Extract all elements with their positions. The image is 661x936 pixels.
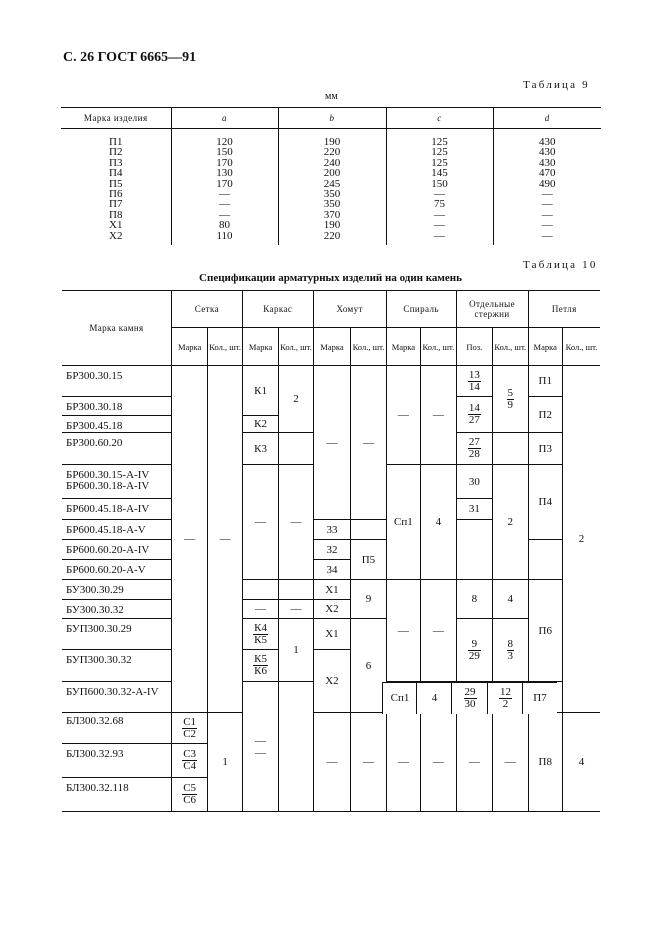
table-cell: 125 <box>386 129 493 148</box>
col-header: a <box>171 108 278 129</box>
rods-pos: 33 <box>313 520 350 540</box>
loop-mark: П1 <box>528 366 562 397</box>
table-cell: 350 <box>278 189 386 199</box>
fraction: $\frac{5}{9}$ <box>507 386 514 411</box>
karkas-qty-empty <box>279 682 313 812</box>
karkas-qty: 2 <box>279 366 313 433</box>
karkas-mark-dash: — <box>242 465 278 580</box>
karkas-qty-dash: — <box>279 465 313 580</box>
table-cell: 430 <box>493 129 601 148</box>
setka-qty-dash: — <box>208 366 242 713</box>
table-cell: — <box>171 199 278 209</box>
table-cell: 350 <box>278 199 386 209</box>
fraction: $\frac{12}{2}$ <box>500 685 511 710</box>
col-qty: Кол., шт. <box>279 328 313 366</box>
table10-caption: Таблица 10 <box>523 259 598 271</box>
table-cell: П5 <box>109 177 123 190</box>
dash: — <box>255 734 267 747</box>
table-cell: 490 <box>493 179 601 189</box>
col-qty: Кол., шт. <box>562 328 600 366</box>
table-cell: X1 <box>109 219 123 232</box>
spiral-mark-dash: — <box>386 580 420 682</box>
loop-mark: П5 <box>351 540 386 580</box>
table-row <box>61 129 601 148</box>
table-cell: — <box>493 231 601 245</box>
spiral-mark: Сп1 <box>382 682 417 714</box>
table10 <box>62 290 600 812</box>
loop-mark: П4 <box>528 465 562 540</box>
khomut-mark: X2 <box>313 600 350 619</box>
stone-name: БУП300.30.32 <box>62 650 171 682</box>
table-cell: 245 <box>278 179 386 189</box>
fraction: $\frac{9}{29}$ <box>468 637 480 662</box>
page-header: С. 26 ГОСТ 6665—91 <box>63 50 197 65</box>
rods-pos <box>456 366 492 397</box>
khomut-qty: 9 <box>351 580 386 619</box>
table-cell: — <box>171 210 278 220</box>
rods-qty-dash: — <box>493 713 528 812</box>
rods-qty: 4 <box>493 580 528 619</box>
karkas-mark-empty <box>242 580 278 600</box>
rods-pos: 32 <box>313 540 350 560</box>
karkas-qty-empty <box>279 580 313 600</box>
table9-units: мм <box>325 91 338 102</box>
khomut-qty-dash: — <box>351 366 386 520</box>
rods-pos: 34 <box>313 560 350 580</box>
rods-pos: 30 <box>456 465 492 499</box>
setka-qty: 1 <box>208 713 242 812</box>
table10-title: Спецификации арматурных изделий на один камень <box>199 272 462 284</box>
khomut-mark-dash: — <box>313 713 350 812</box>
stone-name: БУП600.30.32-А-IV <box>62 682 171 713</box>
table-cell: П3 <box>109 156 123 169</box>
table-cell: 150 <box>386 179 493 189</box>
col-group-setka: Сетка <box>171 291 242 328</box>
setka-mark <box>171 744 207 778</box>
khomut-qty-dash: — <box>351 713 386 812</box>
fraction: $\frac{27}{28}$ <box>468 436 480 460</box>
khomut-mark: X2 <box>313 650 350 713</box>
table-cell: 430 <box>493 147 601 157</box>
fraction: $\frac{К4}{К5}$ <box>254 621 267 646</box>
table-cell: 125 <box>386 158 493 168</box>
table-cell: 150 <box>171 147 278 157</box>
rods-qty <box>493 619 528 682</box>
table-cell: — <box>493 220 601 230</box>
stone-name: БУ300.30.32 <box>62 600 171 619</box>
stone-name: БУП300.30.29 <box>62 619 171 650</box>
table-cell: 430 <box>493 158 601 168</box>
stone-name: БР300.30.18 <box>62 397 171 416</box>
setka-mark-dash: — <box>171 366 207 713</box>
loop-qty: 2 <box>562 366 600 713</box>
col-mark: Марка <box>528 328 562 366</box>
fraction: $\frac{14}{27}$ <box>468 402 480 426</box>
rods-qty <box>487 682 523 714</box>
spiral-qty-dash: — <box>421 580 456 682</box>
stone-name: БР600.60.20-А-V <box>62 560 171 580</box>
karkas-mark <box>242 650 278 682</box>
col-qty: Кол., шт. <box>208 328 242 366</box>
spiral-mark: Сп1 <box>386 465 420 580</box>
table-cell: 190 <box>278 220 386 230</box>
table-cell: 120 <box>171 129 278 148</box>
stone-name: БР300.60.20 <box>62 433 171 465</box>
stone-name: БР300.45.18 <box>62 416 171 433</box>
col-mark: Марка <box>171 328 207 366</box>
setka-mark <box>171 778 207 812</box>
table-cell: 470 <box>493 168 601 178</box>
setka-mark <box>171 713 207 744</box>
table-cell: 190 <box>278 129 386 148</box>
stone-name: БР600.45.18-А-V <box>62 520 171 540</box>
table-cell: 170 <box>171 179 278 189</box>
table-cell: П7 <box>109 198 123 211</box>
rods-qty: 2 <box>493 465 528 580</box>
col-mark: Марка <box>242 328 278 366</box>
table-cell: 200 <box>278 168 386 178</box>
col-group-spiral: Спираль <box>386 291 456 328</box>
fraction: $\frac{29}{30}$ <box>464 685 476 710</box>
stone-name: БУ300.30.29 <box>62 580 171 600</box>
stone-name: БЛ300.32.93 <box>62 744 171 778</box>
col-group-khomut: Хомут <box>313 291 386 328</box>
col-header: Марка изделия <box>61 108 171 129</box>
col-stone: Марка камня <box>62 291 171 366</box>
table-cell: — <box>171 189 278 199</box>
rods-pos: 8 <box>456 580 492 619</box>
khomut-mark: X1 <box>313 619 350 650</box>
table9-caption: Таблица 9 <box>523 79 590 91</box>
loop-mark: П7 <box>522 682 557 714</box>
table-cell: 220 <box>278 231 386 245</box>
karkas-mark: К1 <box>242 366 278 416</box>
spiral-qty: 4 <box>421 465 456 580</box>
table9 <box>61 107 601 245</box>
col-qty: Кол., шт. <box>493 328 528 366</box>
table-cell: — <box>386 220 493 230</box>
karkas-mark-dash: — <box>242 600 278 619</box>
table-cell: — <box>493 199 601 209</box>
col-qty: Кол., шт. <box>421 328 456 366</box>
fraction: $\frac{C5}{C6}$ <box>183 782 197 806</box>
spiral-qty: 4 <box>416 682 452 714</box>
karkas-mark-dash <box>242 682 278 812</box>
loop-mark: П8 <box>528 713 562 812</box>
fraction: $\frac{13}{14}$ <box>468 368 480 393</box>
stone-name: БЛ300.32.118 <box>62 778 171 812</box>
fraction: $\frac{К5}{К6}$ <box>254 653 267 677</box>
table-cell: 125 <box>386 147 493 157</box>
table-cell: П4 <box>109 167 123 180</box>
khomut-mark: X1 <box>313 580 350 600</box>
stone-name: БР600.45.18-А-IV <box>62 499 171 520</box>
rods-pos <box>451 682 488 714</box>
fraction: $\frac{C1}{C2}$ <box>183 715 197 740</box>
table-cell: П2 <box>109 146 123 159</box>
col-header: d <box>493 108 601 129</box>
table-cell: — <box>386 231 493 245</box>
karkas-mark <box>242 619 278 650</box>
table-cell: 170 <box>171 158 278 168</box>
col-qty: Кол., шт. <box>351 328 386 366</box>
dash: — <box>255 746 267 759</box>
table-cell: 370 <box>278 210 386 220</box>
rods-pos-dash: — <box>456 713 492 812</box>
table-cell: П1 <box>109 136 123 148</box>
table-cell: 240 <box>278 158 386 168</box>
spiral-qty-dash: — <box>421 713 456 812</box>
karkas-mark: К2 <box>242 416 278 433</box>
table-cell: 110 <box>171 231 278 245</box>
stone-name: БР600.30.15-А-IV БР600.30.18-А-IV <box>62 465 171 499</box>
fraction: $\frac{C3}{C4}$ <box>183 748 197 772</box>
table-cell: — <box>386 210 493 220</box>
stone-name: БР300.30.15 <box>62 366 171 397</box>
stone-name: БЛ300.32.68 <box>62 713 171 744</box>
table-cell: — <box>493 189 601 199</box>
karkas-qty: 1 <box>279 619 313 682</box>
rods-qty-empty <box>493 433 528 465</box>
col-group-rods: Отдельные стержни <box>456 291 528 328</box>
loop-mark: П3 <box>528 433 562 465</box>
fraction: $\frac{8}{3}$ <box>507 637 514 662</box>
col-mark: Марка <box>313 328 350 366</box>
karkas-mark: К3 <box>242 433 278 465</box>
table-cell: — <box>493 210 601 220</box>
col-mark: Марка <box>386 328 420 366</box>
table-row <box>61 231 601 245</box>
loop-mark: П2 <box>528 397 562 433</box>
loop-qty: 4 <box>562 713 600 812</box>
table9-body <box>61 129 601 246</box>
stone-name: БР600.60.20-А-IV <box>62 540 171 560</box>
spiral-mark-dash: — <box>386 366 420 465</box>
spiral-mark-dash: — <box>386 713 420 812</box>
col-header: b <box>278 108 386 129</box>
table-cell: П8 <box>109 208 123 221</box>
col-group-karkas: Каркас <box>242 291 313 328</box>
loop-mark: П6 <box>528 580 562 682</box>
col-pos: Поз. <box>456 328 492 366</box>
col-header: c <box>386 108 493 129</box>
table-cell: 145 <box>386 168 493 178</box>
rods-pos: 31 <box>456 499 492 520</box>
table-cell: 220 <box>278 147 386 157</box>
rods-qty <box>493 366 528 433</box>
table-cell: 75 <box>386 199 493 209</box>
khomut-mark-dash: — <box>313 366 350 520</box>
table-cell: 130 <box>171 168 278 178</box>
rods-pos <box>456 433 492 465</box>
karkas-qty-empty <box>279 433 313 465</box>
rods-pos <box>456 397 492 433</box>
col-group-loop: Петля <box>528 291 600 328</box>
table-cell: П6 <box>109 188 123 201</box>
table-cell: 80 <box>171 220 278 230</box>
table-cell: X2 <box>109 229 123 242</box>
rods-pos <box>456 619 492 682</box>
table-cell: — <box>386 189 493 199</box>
spiral-qty-dash: — <box>421 366 456 465</box>
khomut-qty: 6 <box>351 619 386 713</box>
karkas-qty-dash: — <box>279 600 313 619</box>
